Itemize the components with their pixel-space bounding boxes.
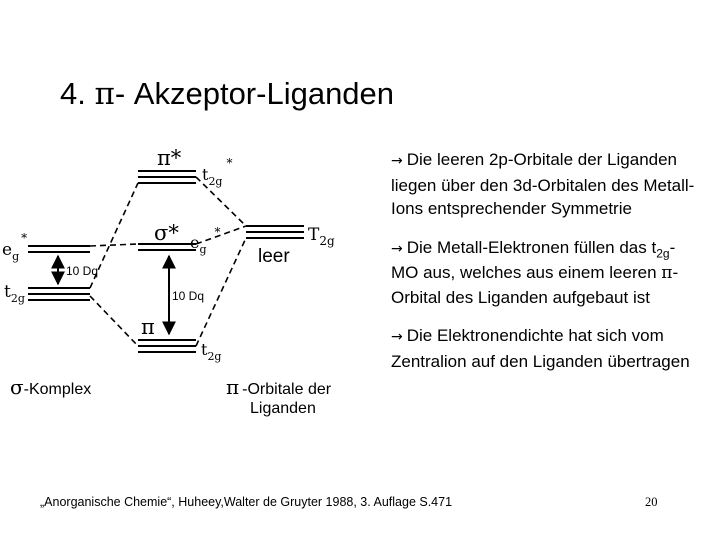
page-number: 20 — [645, 495, 658, 509]
dq-right-label: 10 Dq — [172, 289, 205, 303]
liganden-label: Liganden — [250, 400, 316, 417]
bullet-item — [391, 148, 701, 221]
eg-star-mid-label: $e_g^*$ — [190, 225, 221, 256]
t2g-star-label: $t_{2g}^*$ — [202, 156, 233, 188]
eg-left-level — [28, 246, 90, 252]
t2g-mid-label: $t_{2g}$ — [201, 340, 222, 363]
bullet-text: Die leeren 2p-Orbitale der Liganden liegen über den 3d-Orbitalen des Metall-Ions entsprechender Symmetrie — [391, 150, 695, 218]
arrow-icon: → — [391, 153, 403, 169]
mo-diagram — [0, 130, 380, 430]
sigma-star-label: σ* — [154, 221, 179, 245]
leer-label: leer — [258, 246, 290, 267]
title-text: - Akzeptor-Liganden — [114, 76, 395, 111]
t2g-left-label: $t_{2g}$ — [4, 282, 25, 305]
bullet-subscript: 2g — [656, 245, 670, 260]
T2g-label: $T_{2g}$ — [308, 225, 335, 248]
eg-left-label: $e_g^*$ — [2, 231, 28, 263]
dq-left-label: 10 Dq — [66, 264, 99, 278]
pi-label: π — [141, 315, 155, 339]
slide-title — [60, 74, 394, 114]
sigma-komplex-label: σ-Komplex — [10, 375, 92, 399]
title-pi-symbol: π — [94, 76, 115, 112]
bullet-text-pre: Die Metall-Elektronen füllen das t — [406, 237, 657, 257]
bullet-text-post: -Orbital des Liganden aufgebaut ist — [391, 263, 679, 307]
bullet-pi-symbol: π — [661, 263, 673, 283]
pi-star-label: π* — [157, 146, 182, 170]
bullet-list — [391, 148, 701, 388]
title-number: 4. — [60, 76, 86, 111]
bullet-text: Die Elektronendichte hat sich vom Zentralion auf den Liganden übertragen — [391, 326, 690, 371]
t2g-left-level — [28, 288, 90, 300]
pi-star-level — [138, 171, 196, 183]
arrow-icon: → — [391, 240, 403, 257]
pi-level — [138, 340, 196, 352]
footer-citation: „Anorganische Chemie“, Huheey,Walter de Gruyter 1988, 3. Auflage S.471 — [40, 495, 453, 509]
bullet-item — [391, 236, 701, 310]
T2g-ligand-level — [246, 226, 304, 238]
bullet-item — [391, 324, 701, 373]
bullet-text-mid: -MO aus, welches aus einem leeren — [391, 237, 676, 282]
pi-orbitale-label: π -Orbitale der — [226, 375, 332, 399]
arrow-icon: → — [391, 329, 403, 345]
